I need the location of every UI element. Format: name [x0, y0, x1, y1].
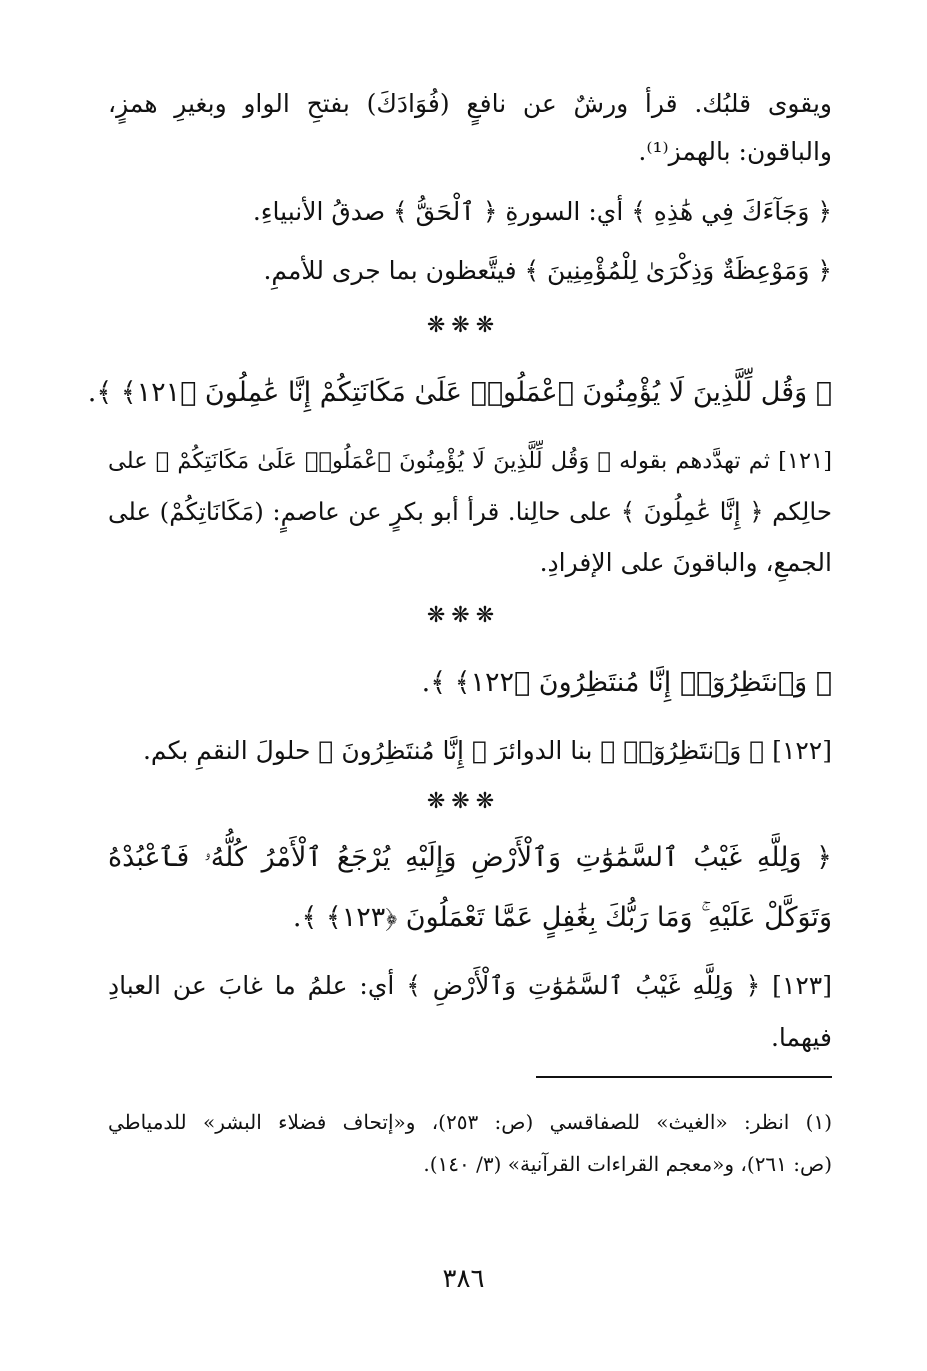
footnote-line-2: (ص: ٢٦١)، و«معجم القراءات القرآنية» (٣/ ١٤٠).	[423, 1152, 832, 1176]
section-divider-stars: ❋❋❋	[426, 789, 501, 814]
section-divider-stars: ❋❋❋	[426, 313, 501, 338]
page-number: ٣٨٦	[442, 1264, 485, 1294]
quran-verse-121: ﴿ وَقُل لِّلَّذِينَ لَا يُؤْمِنُونَ ٱعْمَلُوا۟ عَلَىٰ مَكَانَتِكُمْ إِنَّا عَٰمِلُونَ ﴿١٢١﴾ ﴾.	[87, 377, 832, 408]
section-divider-stars: ❋❋❋	[426, 603, 501, 628]
footnote-separator	[536, 1076, 832, 1078]
body-line-10: فيهما.	[770, 1023, 832, 1052]
body-line-7: الجمعِ، والباقونَ على الإفرادِ.	[539, 548, 832, 577]
quran-verse-123-part-2: وَتَوَكَّلْ عَلَيْهِ ۚ وَمَا رَبُّكَ بِغَٰفِلٍ عَمَّا تَعْمَلُونَ ﴿١٢٣﴾ ﴾.	[292, 902, 832, 933]
body-line-6: حالِكم ﴿ إِنَّا عَٰمِلُونَ ﴾ على حالِنا. قرأ أبو بكرٍ عن عاصمٍ: (مَكَانَاتِكُمْ) على	[108, 497, 832, 526]
quran-verse-123-part-1: ﴿ وَلِلَّهِ غَيْبُ ٱلسَّمَٰوَٰتِ وَٱلْأَرْضِ وَإِلَيْهِ يُرْجَعُ ٱلْأَمْرُ كُلُّهُۥ فَٱعْبُدْهُ	[108, 842, 832, 873]
body-line-5: [١٢١] ثم تهدَّدهم بقوله ﴿ وَقُل لِّلَّذِينَ لَا يُؤْمِنُونَ ٱعْمَلُوا۟ عَلَىٰ مَكَانَتِكُمْ ﴾ على	[108, 448, 832, 474]
body-line-3: ﴿ وَجَآءَكَ فِي هَٰذِهِ ﴾ أي: السورةِ ﴿ ٱلْحَقُّ ﴾ صدقُ الأنبياءِ.	[252, 197, 832, 226]
body-line-4: ﴿ وَمَوْعِظَةٌ وَذِكْرَىٰ لِلْمُؤْمِنِينَ ﴾ فيتَّعظون بما جرى للأممِ.	[263, 256, 832, 285]
quran-verse-122: ﴿ وَٱنتَظِرُوٓا۟ إِنَّا مُنتَظِرُونَ ﴿١٢٢﴾ ﴾.	[421, 667, 832, 698]
body-line-8: [١٢٢] ﴿ وَٱنتَظِرُوٓا۟ ﴾ بنا الدوائرَ ﴿ إِنَّا مُنتَظِرُونَ ﴾ حلولَ النقمِ بكم.	[142, 736, 832, 765]
body-line-2: والباقون: بالهمز⁽¹⁾.	[638, 137, 832, 166]
footnote-line-1: (١) انظر: «الغيث» للصفاقسي (ص: ٢٥٣)، و«إتحاف فضلاء البشر» للدمياطي	[108, 1110, 832, 1134]
body-line-9: [١٢٣] ﴿ وَلِلَّهِ غَيْبُ ٱلسَّمَٰوَٰتِ وَٱلْأَرْضِ ﴾ أي: علمُ ما غابَ عن العبادِ	[108, 971, 832, 1000]
body-line-1: ويقوى قلبُك. قرأ ورشٌ عن نافعٍ (فُوَادَكَ) بفتحِ الواو وبغيرِ همزٍ،	[108, 89, 832, 118]
